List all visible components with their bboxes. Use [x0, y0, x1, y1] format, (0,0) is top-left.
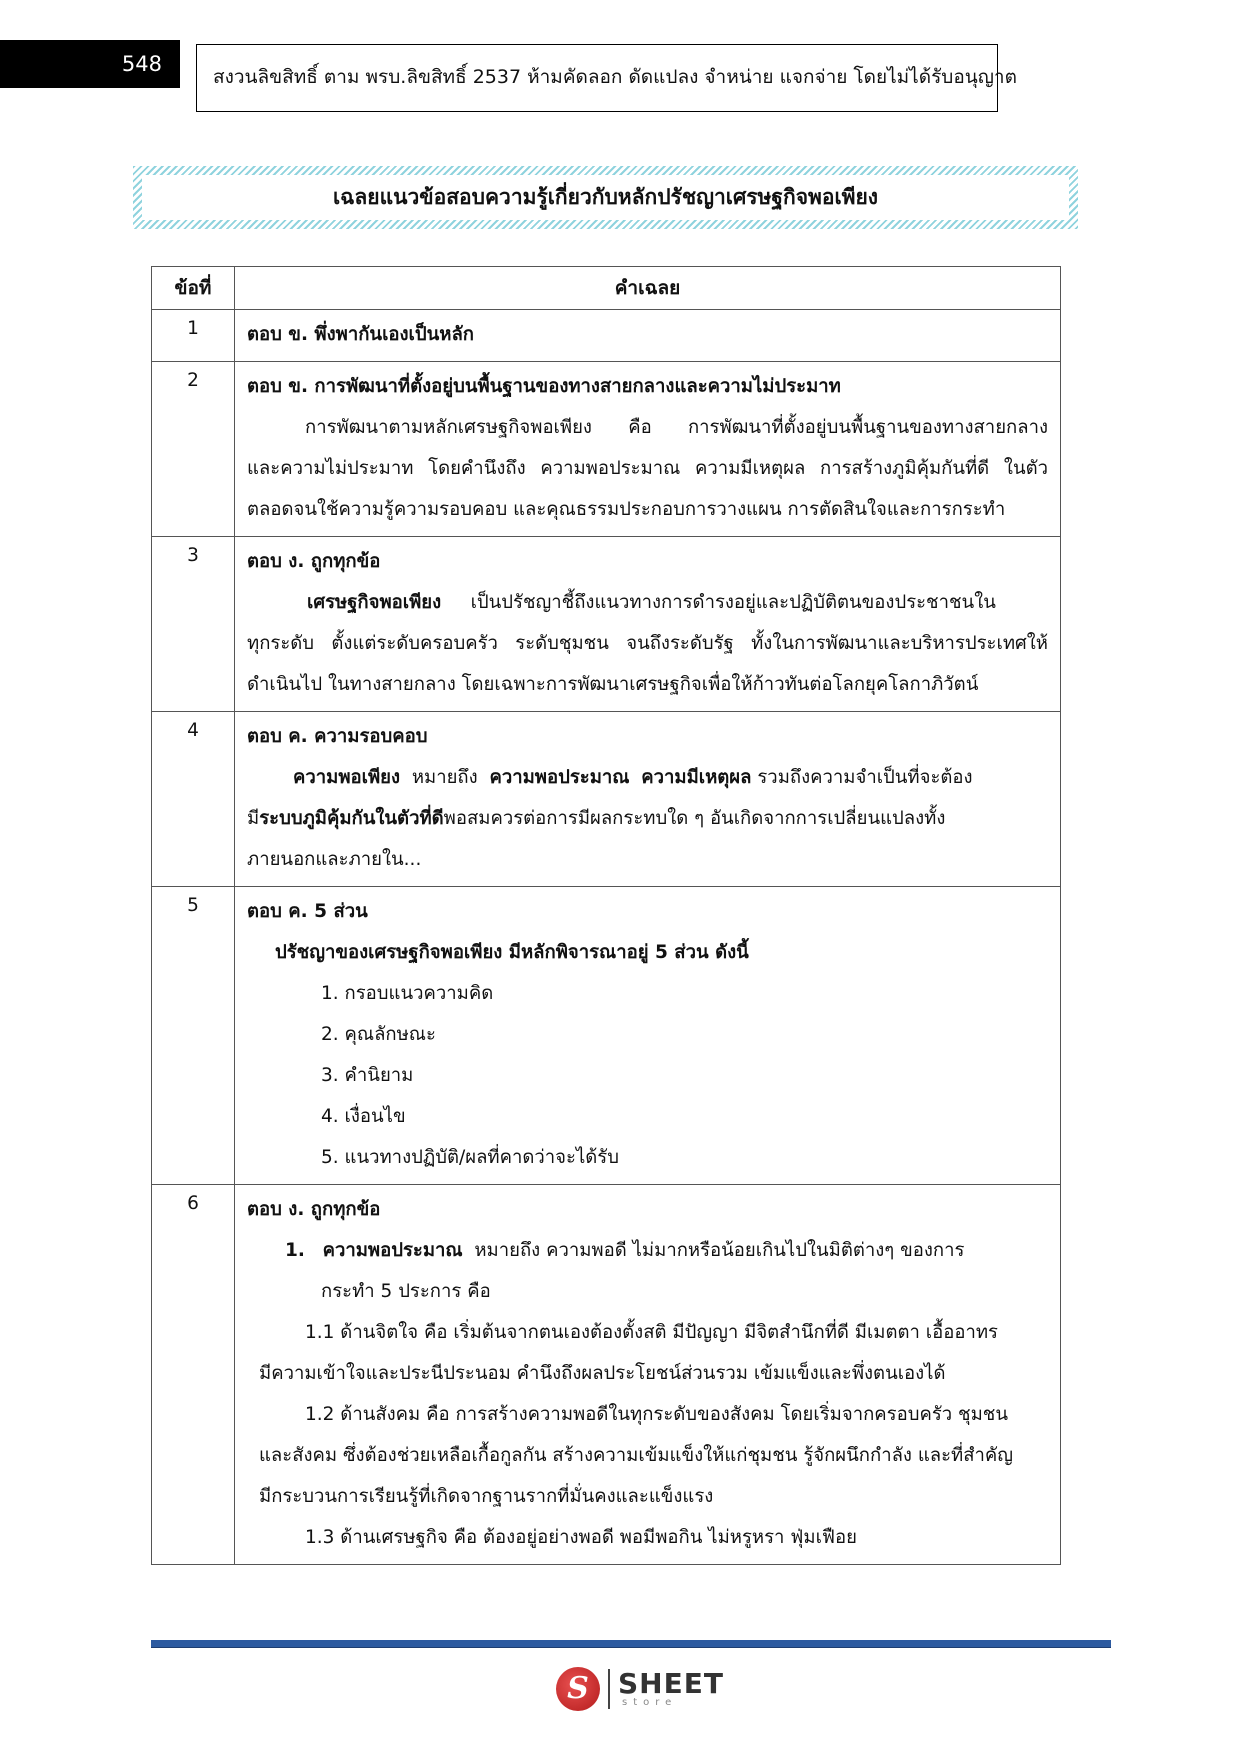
logo-sub-text: store: [622, 1697, 678, 1708]
explanation-line: กระทำ 5 ประการ คือ: [321, 1281, 491, 1302]
copyright-notice: สงวนลิขสิทธิ์ ตาม พรบ.ลิขสิทธิ์ 2537 ห้ามคัดลอก ดัดแปลง จำหน่าย แจกจ่าย โดยไม่ได้รับอนุญาต: [196, 44, 998, 112]
explanation-text: รวมถึงความจำเป็นที่จะต้อง: [757, 767, 973, 788]
explanation-line: ภายนอกและภายใน...: [247, 849, 422, 870]
page-number: 548: [0, 40, 180, 88]
explanation-line: [247, 757, 1048, 798]
answer-choice: ตอบ ค. 5 ส่วน: [247, 901, 368, 922]
answer-choice: ตอบ ง. ถูกทุกข้อ: [247, 1199, 381, 1220]
sheet-store-logo: [556, 1666, 724, 1712]
answer-table: [151, 266, 1061, 1565]
row-answer: [235, 1185, 1061, 1565]
table-row: [152, 537, 1061, 712]
header-number: ข้อที่: [152, 267, 235, 310]
explanation-text: หมายถึง ความพอดี ไม่มากหรือน้อยเกินไปในมิติต่างๆ ของการ: [474, 1240, 965, 1261]
explanation-text: เป็นปรัชญาชี้ถึงแนวทางการดำรงอยู่และปฏิบัติตนของประชาชนใน: [470, 592, 996, 613]
table-row: [152, 712, 1061, 887]
explanation-line: ทุกระดับ ตั้งแต่ระดับครอบครัว ระดับชุมชน จนถึงระดับรัฐ ทั้งในการพัฒนาและบริหารประเทศให้: [247, 633, 1048, 654]
bold-term: ความพอประมาณ: [489, 767, 630, 788]
explanation-text: มี: [247, 808, 260, 829]
numbered-point: [247, 1230, 1048, 1271]
bold-term: ความพอเพียง: [293, 767, 401, 788]
logo-text: [618, 1667, 724, 1708]
answer-choice: ตอบ ข. พึ่งพากันเองเป็นหลัก: [247, 324, 474, 345]
explanation-text: พอสมควรต่อการมีผลกระทบใด ๆ อันเกิดจากการเปลี่ยนแปลงทั้ง: [443, 808, 946, 829]
list-item: 2. คุณลักษณะ: [321, 1024, 436, 1045]
table-header-row: [152, 267, 1061, 310]
list-item: 1. กรอบแนวความคิด: [321, 983, 494, 1004]
sub-point-line: 1.2 ด้านสังคม คือ การสร้างความพอดีในทุกระดับของสังคม โดยเริ่มจากครอบครัว ชุมชน: [305, 1404, 1008, 1425]
row-answer: [235, 362, 1061, 537]
row-answer: [235, 887, 1061, 1185]
answer-choice: ตอบ ง. ถูกทุกข้อ: [247, 551, 381, 572]
bold-term: ความมีเหตุผล: [641, 767, 752, 788]
explanation-line: ดำเนินไป ในทางสายกลาง โดยเฉพาะการพัฒนาเศรษฐกิจเพื่อให้ก้าวทันต่อโลกยุคโลกาภิวัตน์: [247, 674, 979, 695]
row-number: 2: [152, 362, 235, 537]
table-row: [152, 362, 1061, 537]
row-answer: [235, 310, 1061, 362]
logo-main-text: SHEET: [618, 1667, 724, 1700]
bold-term: ระบบภูมิคุ้มกันในตัวที่ดี: [259, 808, 444, 829]
row-number: 1: [152, 310, 235, 362]
list-item: 5. แนวทางปฏิบัติ/ผลที่คาดว่าจะได้รับ: [321, 1147, 619, 1168]
sub-point-line: 1.1 ด้านจิตใจ คือ เริ่มต้นจากตนเองต้องตั้งสติ มีปัญญา มีจิตสำนึกที่ดี มีเมตตา เอื้ออาทร: [305, 1322, 998, 1343]
row-answer: [235, 537, 1061, 712]
table-row: [152, 1185, 1061, 1565]
row-number: 6: [152, 1185, 235, 1565]
list-item: 4. เงื่อนไข: [321, 1106, 406, 1127]
page-title: เฉลยแนวข้อสอบความรู้เกี่ยวกับหลักปรัชญาเศรษฐกิจพอเพียง: [142, 175, 1069, 220]
title-box: [133, 166, 1078, 229]
row-answer: [235, 712, 1061, 887]
row-number: 4: [152, 712, 235, 887]
logo-divider: [608, 1669, 610, 1709]
explanation-line: [247, 582, 1048, 623]
section-heading: ปรัชญาของเศรษฐกิจพอเพียง มีหลักพิจารณาอยู่ 5 ส่วน ดังนี้: [275, 942, 749, 963]
row-number: 5: [152, 887, 235, 1185]
explanation-line: ตลอดจนใช้ความรู้ความรอบคอบ และคุณธรรมประกอบการวางแผน การตัดสินใจและการกระทำ: [247, 499, 1006, 520]
sub-point-line: มีกระบวนการเรียนรู้ที่เกิดจากฐานรากที่มั่นคงและแข็งแรง: [259, 1486, 714, 1507]
row-number: 3: [152, 537, 235, 712]
sub-point-line: มีความเข้าใจและประนีประนอม คำนึงถึงผลประโยชน์ส่วนรวม เข้มแข็งและพึ่งตนเองได้: [259, 1363, 946, 1384]
list-item: 3. คำนิยาม: [321, 1065, 414, 1086]
table-row: [152, 887, 1061, 1185]
sub-point-line: 1.3 ด้านเศรษฐกิจ คือ ต้องอยู่อย่างพอดี พอมีพอกิน ไม่หรูหรา ฟุ่มเฟือย: [305, 1527, 857, 1548]
explanation-text: หมายถึง: [411, 767, 478, 788]
answer-choice: ตอบ ข. การพัฒนาที่ตั้งอยู่บนพื้นฐานของทางสายกลางและความไม่ประมาท: [247, 376, 841, 397]
explanation-line: การพัฒนาตามหลักเศรษฐกิจพอเพียง คือ การพัฒนาที่ตั้งอยู่บนพื้นฐานของทางสายกลาง: [305, 417, 1048, 438]
logo-s-icon: S: [556, 1667, 600, 1711]
bold-term: ความพอประมาณ: [322, 1240, 463, 1261]
explanation-line: [247, 798, 1048, 839]
table-row: [152, 310, 1061, 362]
header-answer: คำเฉลย: [235, 267, 1061, 310]
point-number: 1.: [285, 1240, 305, 1261]
explanation-line: และความไม่ประมาท โดยคำนึงถึง ความพอประมาณ ความมีเหตุผล การสร้างภูมิคุ้มกันที่ดี ในตัว: [247, 458, 1048, 479]
sub-point-line: และสังคม ซึ่งต้องช่วยเหลือเกื้อกูลกัน สร้างความเข้มแข็งให้แก่ชุมชน รู้จักผนึกกำลัง และที่สำคัญ: [259, 1445, 1014, 1466]
footer-divider: [151, 1640, 1111, 1648]
answer-choice: ตอบ ค. ความรอบคอบ: [247, 726, 428, 747]
bold-term: เศรษฐกิจพอเพียง: [307, 592, 442, 613]
